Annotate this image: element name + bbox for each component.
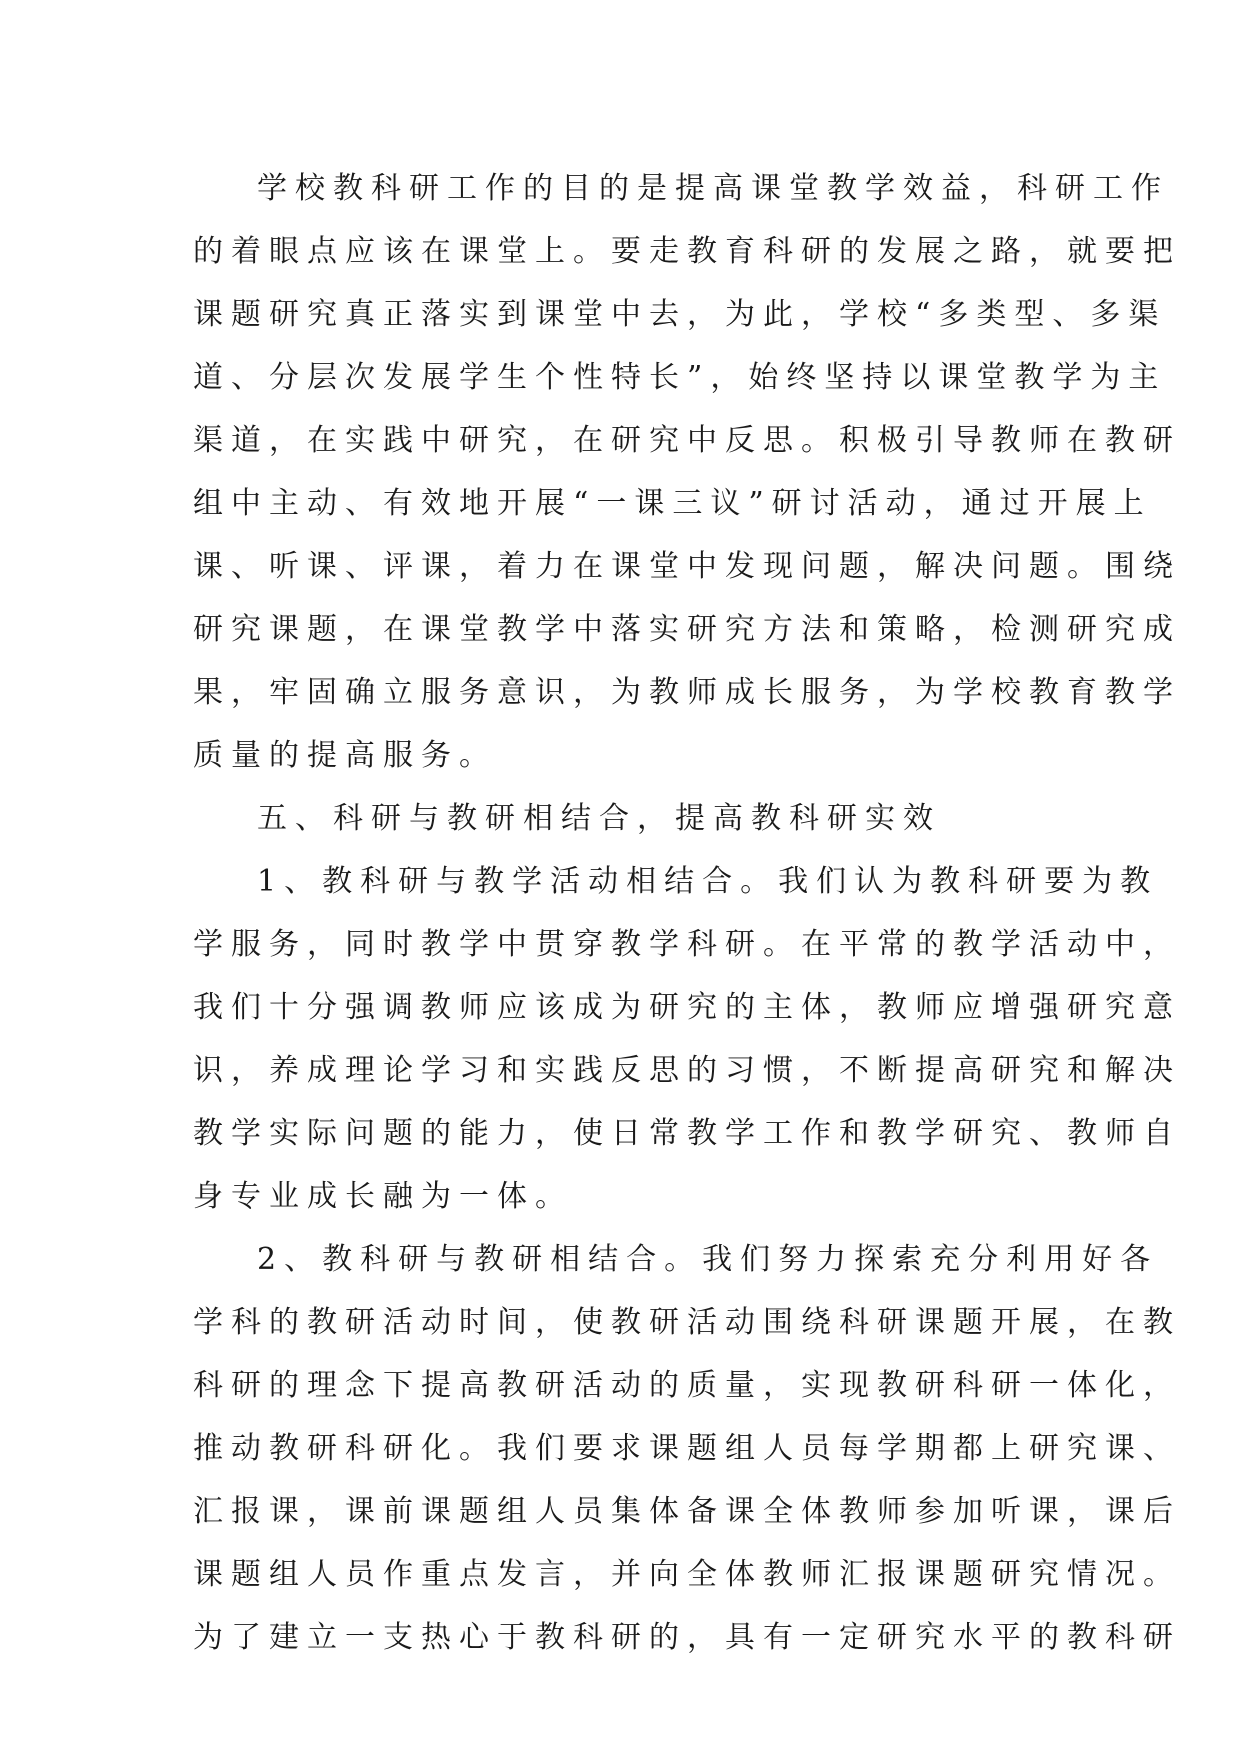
paragraph-line: 学校教科研工作的目的是提高课堂教学效益，科研工作	[257, 171, 1169, 206]
paragraph-line: 学科的教研活动时间，使教研活动围绕科研课题开展，在教	[193, 1305, 1181, 1340]
paragraph-line: 组中主动、有效地开展“一课三议”研讨活动，通过开展上	[193, 486, 1152, 521]
paragraph-line: 我们十分强调教师应该成为研究的主体，教师应增强研究意	[193, 990, 1181, 1025]
paragraph-line: 研究课题，在课堂教学中落实研究方法和策略，检测研究成	[193, 612, 1181, 647]
paragraph-line: 科研的理念下提高教研活动的质量，实现教研科研一体化，	[193, 1368, 1181, 1403]
paragraph-line: 的着眼点应该在课堂上。要走教育科研的发展之路，就要把	[193, 234, 1181, 269]
paragraph-line: 果，牢固确立服务意识，为教师成长服务，为学校教育教学	[193, 675, 1181, 710]
paragraph-line: 质量的提高服务。	[193, 738, 497, 773]
paragraph-line: 1、教科研与教学活动相结合。我们认为教科研要为教	[257, 864, 1159, 899]
paragraph-line: 2、教科研与教研相结合。我们努力探索充分利用好各	[257, 1242, 1159, 1277]
paragraph-line: 教学实际问题的能力，使日常教学工作和教学研究、教师自	[193, 1116, 1181, 1151]
paragraph-line: 课题组人员作重点发言，并向全体教师汇报课题研究情况。	[193, 1557, 1181, 1592]
paragraph-line: 课题研究真正落实到课堂中去，为此，学校“多类型、多渠	[193, 297, 1167, 332]
document-body	[193, 157, 1181, 1669]
paragraph-line: 汇报课，课前课题组人员集体备课全体教师参加听课，课后	[193, 1494, 1181, 1529]
paragraph-line: 课、听课、评课，着力在课堂中发现问题，解决问题。围绕	[193, 549, 1181, 584]
paragraph-line: 道、分层次发展学生个性特长”，始终坚持以课堂教学为主	[193, 360, 1167, 395]
section-heading: 五、科研与教研相结合，提高教科研实效	[257, 801, 941, 836]
paragraph-line: 学服务，同时教学中贯穿教学科研。在平常的教学活动中，	[193, 927, 1181, 962]
paragraph-line: 渠道，在实践中研究，在研究中反思。积极引导教师在教研	[193, 423, 1181, 458]
paragraph-line: 为了建立一支热心于教科研的，具有一定研究水平的教科研	[193, 1620, 1181, 1655]
paragraph-line: 身专业成长融为一体。	[193, 1179, 573, 1214]
paragraph-line: 识，养成理论学习和实践反思的习惯，不断提高研究和解决	[193, 1053, 1181, 1088]
paragraph-line: 推动教研科研化。我们要求课题组人员每学期都上研究课、	[193, 1431, 1181, 1466]
